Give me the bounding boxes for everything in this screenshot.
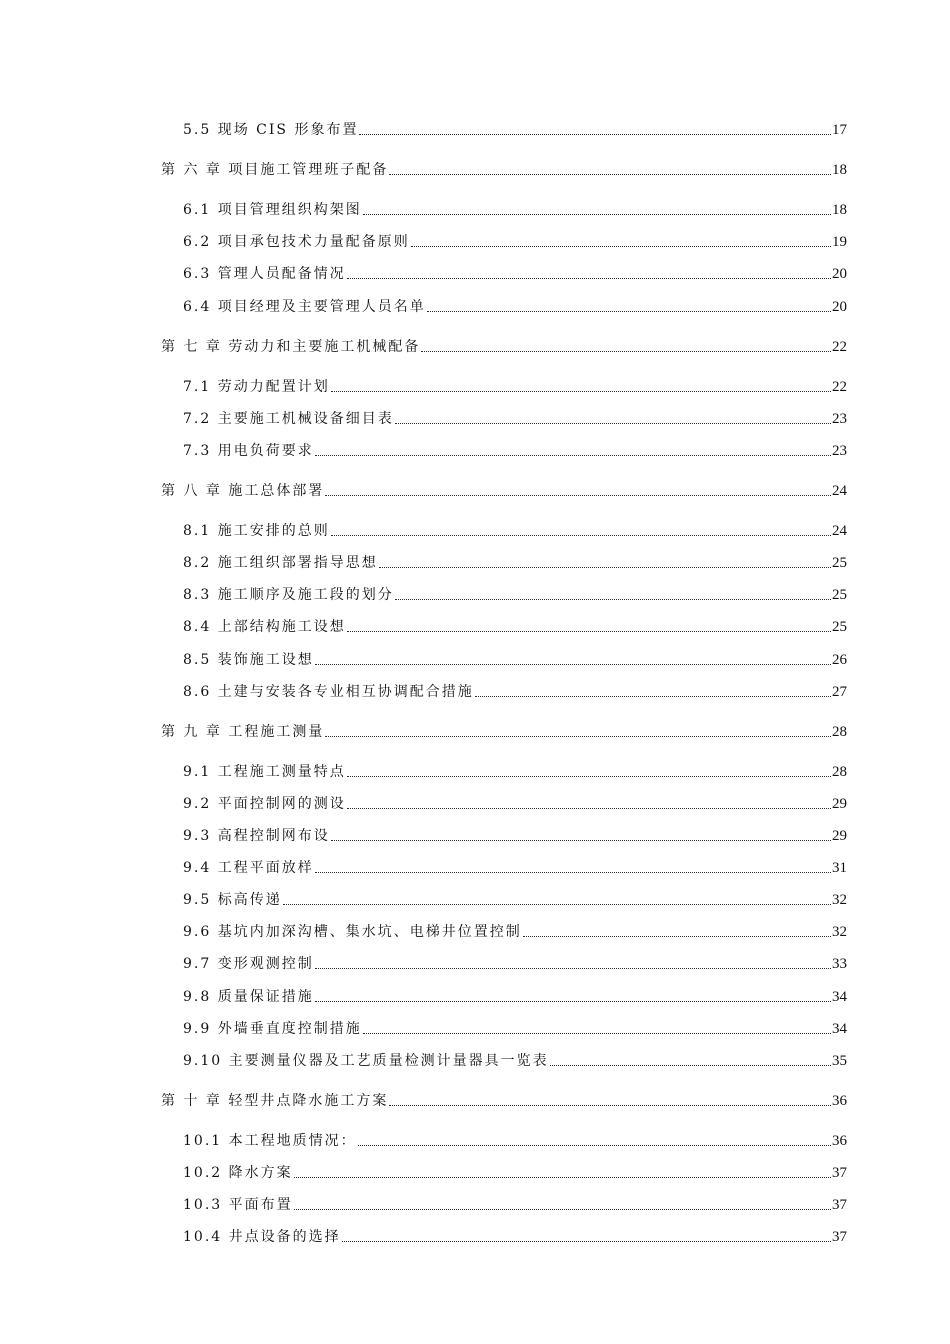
toc-section-entry[interactable] bbox=[183, 762, 847, 782]
toc-entry-title: 7.1 劳动力配置计划 bbox=[183, 379, 330, 395]
toc-dot-leader bbox=[315, 872, 831, 873]
toc-page-number: 29 bbox=[832, 796, 847, 812]
toc-section-entry[interactable] bbox=[183, 1163, 847, 1183]
toc-section-entry[interactable] bbox=[183, 890, 847, 910]
toc-dot-leader bbox=[421, 351, 831, 352]
toc-entry-title: 10.2 降水方案 bbox=[183, 1165, 293, 1181]
toc-section-entry[interactable] bbox=[183, 794, 847, 814]
toc-page-number: 37 bbox=[832, 1229, 847, 1245]
toc-page-number: 18 bbox=[832, 202, 847, 218]
toc-page-number: 23 bbox=[832, 443, 847, 459]
toc-dot-leader bbox=[294, 1177, 831, 1178]
toc-section-entry[interactable] bbox=[183, 1051, 847, 1071]
toc-page-number: 18 bbox=[832, 162, 847, 178]
toc-dot-leader bbox=[347, 776, 831, 777]
toc-page-number: 25 bbox=[832, 619, 847, 635]
toc-entry-title: 9.10 主要测量仪器及工艺质量检测计量器具一览表 bbox=[183, 1053, 549, 1069]
toc-dot-leader bbox=[379, 567, 831, 568]
toc-dot-leader bbox=[315, 1001, 831, 1002]
toc-dot-leader bbox=[331, 391, 831, 392]
toc-entry-title: 8.1 施工安排的总则 bbox=[183, 523, 330, 539]
toc-dot-leader bbox=[389, 174, 831, 175]
toc-page-number: 19 bbox=[832, 234, 847, 250]
toc-page-number: 34 bbox=[832, 1021, 847, 1037]
toc-entry-title: 9.6 基坑内加深沟槽、集水坑、电梯井位置控制 bbox=[183, 924, 522, 940]
toc-entry-title: 8.3 施工顺序及施工段的划分 bbox=[183, 587, 394, 603]
toc-entry-title: 9.7 变形观测控制 bbox=[183, 956, 314, 972]
toc-entry-title: 6.3 管理人员配备情况 bbox=[183, 266, 346, 282]
toc-section-entry[interactable] bbox=[183, 826, 847, 846]
toc-page-number: 26 bbox=[832, 652, 847, 668]
toc-section-entry[interactable] bbox=[183, 858, 847, 878]
toc-entry-title: 第 六 章 项目施工管理班子配备 bbox=[161, 162, 389, 178]
toc-page-number: 32 bbox=[832, 924, 847, 940]
toc-dot-leader bbox=[331, 840, 831, 841]
toc-page-number: 31 bbox=[832, 860, 847, 876]
toc-dot-leader bbox=[523, 936, 831, 937]
toc-section-entry[interactable] bbox=[183, 1195, 847, 1215]
toc-page-number: 34 bbox=[832, 989, 847, 1005]
toc-dot-leader bbox=[395, 423, 831, 424]
toc-dot-leader bbox=[347, 631, 831, 632]
toc-page-number: 37 bbox=[832, 1197, 847, 1213]
toc-section-entry[interactable] bbox=[183, 1019, 847, 1039]
toc-dot-leader bbox=[283, 904, 831, 905]
toc-section-entry[interactable] bbox=[183, 264, 847, 284]
toc-dot-leader bbox=[550, 1065, 831, 1066]
toc-page-number: 24 bbox=[832, 483, 847, 499]
toc-entry-title: 9.5 标高传递 bbox=[183, 892, 282, 908]
toc-dot-leader bbox=[315, 455, 831, 456]
toc-dot-leader bbox=[389, 1105, 831, 1106]
toc-dot-leader bbox=[325, 495, 831, 496]
toc-page-number: 28 bbox=[832, 764, 847, 780]
toc-section-entry[interactable] bbox=[183, 232, 847, 252]
toc-page-number: 22 bbox=[832, 339, 847, 355]
toc-page-number: 36 bbox=[832, 1133, 847, 1149]
toc-entry-title: 第 十 章 轻型井点降水施工方案 bbox=[161, 1093, 389, 1109]
toc-entry-title: 第 九 章 工程施工测量 bbox=[161, 724, 325, 740]
toc-section-entry[interactable] bbox=[183, 200, 847, 220]
toc-entry-title: 8.4 上部结构施工设想 bbox=[183, 619, 346, 635]
toc-entry-title: 6.4 项目经理及主要管理人员名单 bbox=[183, 299, 426, 315]
toc-page-number: 20 bbox=[832, 299, 847, 315]
toc-dot-leader bbox=[358, 1145, 831, 1146]
toc-page-number: 24 bbox=[832, 523, 847, 539]
toc-dot-leader bbox=[331, 535, 831, 536]
toc-entry-title: 9.9 外墙垂直度控制措施 bbox=[183, 1021, 362, 1037]
toc-entry-title: 8.6 土建与安装各专业相互协调配合措施 bbox=[183, 684, 474, 700]
toc-entry-title: 9.8 质量保证措施 bbox=[183, 989, 314, 1005]
toc-dot-leader bbox=[363, 1033, 831, 1034]
toc-dot-leader bbox=[359, 134, 831, 135]
toc-dot-leader bbox=[475, 696, 831, 697]
toc-section-entry[interactable] bbox=[183, 682, 847, 702]
toc-section-entry[interactable] bbox=[183, 987, 847, 1007]
toc-dot-leader bbox=[411, 246, 831, 247]
toc-chapter-entry[interactable] bbox=[161, 337, 847, 357]
toc-dot-leader bbox=[347, 808, 831, 809]
toc-entry-title: 8.5 装饰施工设想 bbox=[183, 652, 314, 668]
toc-chapter-entry[interactable] bbox=[161, 722, 847, 742]
toc-chapter-entry[interactable] bbox=[161, 160, 847, 180]
toc-entry-title: 10.4 井点设备的选择 bbox=[183, 1229, 341, 1245]
toc-dot-leader bbox=[315, 968, 831, 969]
toc-dot-leader bbox=[342, 1241, 831, 1242]
toc-page-number: 23 bbox=[832, 411, 847, 427]
toc-dot-leader bbox=[294, 1209, 831, 1210]
toc-page-number: 32 bbox=[832, 892, 847, 908]
toc-entry-title: 9.1 工程施工测量特点 bbox=[183, 764, 346, 780]
toc-section-entry[interactable] bbox=[183, 585, 847, 605]
toc-section-entry[interactable] bbox=[183, 441, 847, 461]
toc-section-entry[interactable] bbox=[183, 553, 847, 573]
toc-entry-title: 10.1 本工程地质情况： bbox=[183, 1133, 357, 1149]
toc-dot-leader bbox=[347, 278, 831, 279]
toc-page-number: 29 bbox=[832, 828, 847, 844]
toc-page-number: 25 bbox=[832, 555, 847, 571]
toc-section-entry[interactable] bbox=[183, 409, 847, 429]
toc-entry-title: 9.3 高程控制网布设 bbox=[183, 828, 330, 844]
toc-section-entry[interactable] bbox=[183, 377, 847, 397]
toc-page-number: 17 bbox=[832, 122, 847, 138]
toc-page-number: 22 bbox=[832, 379, 847, 395]
toc-dot-leader bbox=[427, 311, 831, 312]
toc-entry-title: 5.5 现场 CIS 形象布置 bbox=[183, 122, 359, 138]
toc-entry-title: 第 八 章 施工总体部署 bbox=[161, 483, 325, 499]
toc-entry-title: 10.3 平面布置 bbox=[183, 1197, 293, 1213]
toc-section-entry[interactable] bbox=[183, 1131, 847, 1151]
toc-page-number: 37 bbox=[832, 1165, 847, 1181]
toc-entry-title: 7.2 主要施工机械设备细目表 bbox=[183, 411, 394, 427]
toc-entry-title: 9.4 工程平面放样 bbox=[183, 860, 314, 876]
toc-entry-title: 第 七 章 劳动力和主要施工机械配备 bbox=[161, 339, 421, 355]
toc-section-entry[interactable] bbox=[183, 120, 847, 140]
toc-section-entry[interactable] bbox=[183, 650, 847, 670]
toc-entry-title: 8.2 施工组织部署指导思想 bbox=[183, 555, 378, 571]
toc-page-number: 35 bbox=[832, 1053, 847, 1069]
toc-dot-leader bbox=[363, 214, 831, 215]
toc-page-number: 36 bbox=[832, 1093, 847, 1109]
toc-section-entry[interactable] bbox=[183, 617, 847, 637]
toc-entry-title: 6.1 项目管理组织构架图 bbox=[183, 202, 362, 218]
toc-section-entry[interactable] bbox=[183, 1227, 847, 1247]
toc-page-number: 20 bbox=[832, 266, 847, 282]
toc-dot-leader bbox=[395, 599, 831, 600]
toc-page-number: 25 bbox=[832, 587, 847, 603]
toc-page-number: 27 bbox=[832, 684, 847, 700]
toc-page-number: 33 bbox=[832, 956, 847, 972]
toc-dot-leader bbox=[325, 736, 831, 737]
toc-section-entry[interactable] bbox=[183, 954, 847, 974]
toc-chapter-entry[interactable] bbox=[161, 481, 847, 501]
toc-entry-title: 9.2 平面控制网的测设 bbox=[183, 796, 346, 812]
toc-dot-leader bbox=[315, 664, 831, 665]
toc-section-entry[interactable] bbox=[183, 521, 847, 541]
toc-entry-title: 7.3 用电负荷要求 bbox=[183, 443, 314, 459]
toc-section-entry[interactable] bbox=[183, 922, 847, 942]
toc-section-entry[interactable] bbox=[183, 297, 847, 317]
toc-page-number: 28 bbox=[832, 724, 847, 740]
toc-entry-title: 6.2 项目承包技术力量配备原则 bbox=[183, 234, 410, 250]
toc-chapter-entry[interactable] bbox=[161, 1091, 847, 1111]
